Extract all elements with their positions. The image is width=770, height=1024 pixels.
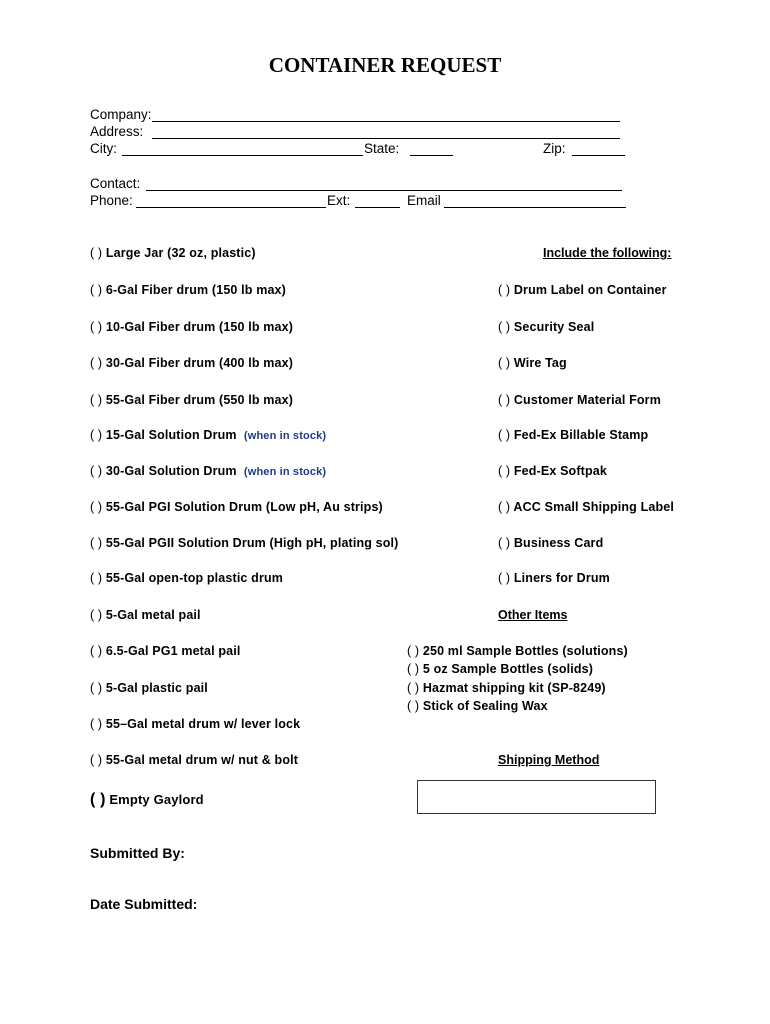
option-55gal-fiber-drum[interactable]: ( ) 55-Gal Fiber drum (550 lb max) xyxy=(90,393,294,407)
include-fedex-softpak[interactable]: ( ) Fed-Ex Softpak xyxy=(498,464,607,478)
form-title: CONTAINER REQUEST xyxy=(268,53,502,77)
stock-note: (when in stock) xyxy=(243,466,327,478)
email-field-line[interactable] xyxy=(444,207,626,208)
city-label: City: xyxy=(90,141,117,156)
contact-label: Contact: xyxy=(90,176,141,191)
include-liners-for-drum[interactable]: ( ) Liners for Drum xyxy=(498,571,610,585)
submitted-by-label: Submitted By: xyxy=(90,845,185,861)
option-30gal-solution-drum[interactable]: ( ) 30-Gal Solution Drum (when in stock) xyxy=(90,464,327,478)
address-field-line[interactable] xyxy=(152,138,620,139)
option-55gal-open-top-plastic-drum[interactable]: ( ) 55-Gal open-top plastic drum xyxy=(90,571,284,585)
option-30gal-fiber-drum[interactable]: ( ) 30-Gal Fiber drum (400 lb max) xyxy=(90,356,294,370)
city-field-line[interactable] xyxy=(122,155,363,156)
option-6-5gal-pg1-metal-pail[interactable]: ( ) 6.5-Gal PG1 metal pail xyxy=(90,644,241,658)
stock-note: (when in stock) xyxy=(243,430,327,442)
company-field-line[interactable] xyxy=(152,121,620,122)
option-5gal-plastic-pail[interactable]: ( ) 5-Gal plastic pail xyxy=(90,681,208,695)
option-6gal-fiber-drum[interactable]: ( ) 6-Gal Fiber drum (150 lb max) xyxy=(90,283,286,297)
zip-field-line[interactable] xyxy=(572,155,625,156)
ext-field-line[interactable] xyxy=(355,207,400,208)
other-hazmat-shipping-kit[interactable]: ( ) Hazmat shipping kit (SP-8249) xyxy=(407,681,606,695)
state-label: State: xyxy=(364,141,400,156)
option-5gal-metal-pail[interactable]: ( ) 5-Gal metal pail xyxy=(90,608,201,622)
include-fedex-billable-stamp[interactable]: ( ) Fed-Ex Billable Stamp xyxy=(498,428,649,442)
other-5oz-sample-bottles[interactable]: ( ) 5 oz Sample Bottles (solids) xyxy=(407,662,594,676)
option-55gal-metal-drum-nut-bolt[interactable]: ( ) 55-Gal metal drum w/ nut & bolt xyxy=(90,753,299,767)
include-drum-label[interactable]: ( ) Drum Label on Container xyxy=(498,283,667,297)
zip-label: Zip: xyxy=(543,141,566,156)
include-customer-material-form[interactable]: ( ) Customer Material Form xyxy=(498,393,661,407)
address-label: Address: xyxy=(90,124,144,139)
include-business-card[interactable]: ( ) Business Card xyxy=(498,536,604,550)
other-items-heading: Other Items xyxy=(498,608,568,622)
option-10gal-fiber-drum[interactable]: ( ) 10-Gal Fiber drum (150 lb max) xyxy=(90,320,294,334)
state-field-line[interactable] xyxy=(410,155,453,156)
other-stick-of-sealing-wax[interactable]: ( ) Stick of Sealing Wax xyxy=(407,699,548,713)
option-55gal-metal-drum-lever-lock[interactable]: ( ) 55–Gal metal drum w/ lever lock xyxy=(90,717,301,731)
shipping-method-input[interactable] xyxy=(417,780,656,814)
option-large-jar[interactable]: ( ) Large Jar (32 oz, plastic) xyxy=(90,246,256,260)
phone-label: Phone: xyxy=(90,193,133,208)
shipping-method-heading: Shipping Method xyxy=(498,753,600,767)
date-submitted-label: Date Submitted: xyxy=(90,896,198,912)
include-heading: Include the following: xyxy=(543,246,672,260)
phone-field-line[interactable] xyxy=(136,207,326,208)
option-empty-gaylord[interactable]: ( ) Empty Gaylord xyxy=(90,791,204,808)
option-15gal-solution-drum[interactable]: ( ) 15-Gal Solution Drum (when in stock) xyxy=(90,428,327,442)
other-250ml-sample-bottles[interactable]: ( ) 250 ml Sample Bottles (solutions) xyxy=(407,644,628,658)
ext-label: Ext: xyxy=(327,193,351,208)
company-label: Company: xyxy=(90,107,152,122)
option-55gal-pgii-solution-drum[interactable]: ( ) 55-Gal PGII Solution Drum (High pH, plating sol) xyxy=(90,536,399,550)
contact-field-line[interactable] xyxy=(146,190,622,191)
include-wire-tag[interactable]: ( ) Wire Tag xyxy=(498,356,567,370)
include-acc-small-shipping-label[interactable]: ( ) ACC Small Shipping Label xyxy=(498,500,674,514)
email-label: Email xyxy=(407,193,441,208)
include-security-seal[interactable]: ( ) Security Seal xyxy=(498,320,595,334)
option-55gal-pgi-solution-drum[interactable]: ( ) 55-Gal PGI Solution Drum (Low pH, Au strips) xyxy=(90,500,383,514)
